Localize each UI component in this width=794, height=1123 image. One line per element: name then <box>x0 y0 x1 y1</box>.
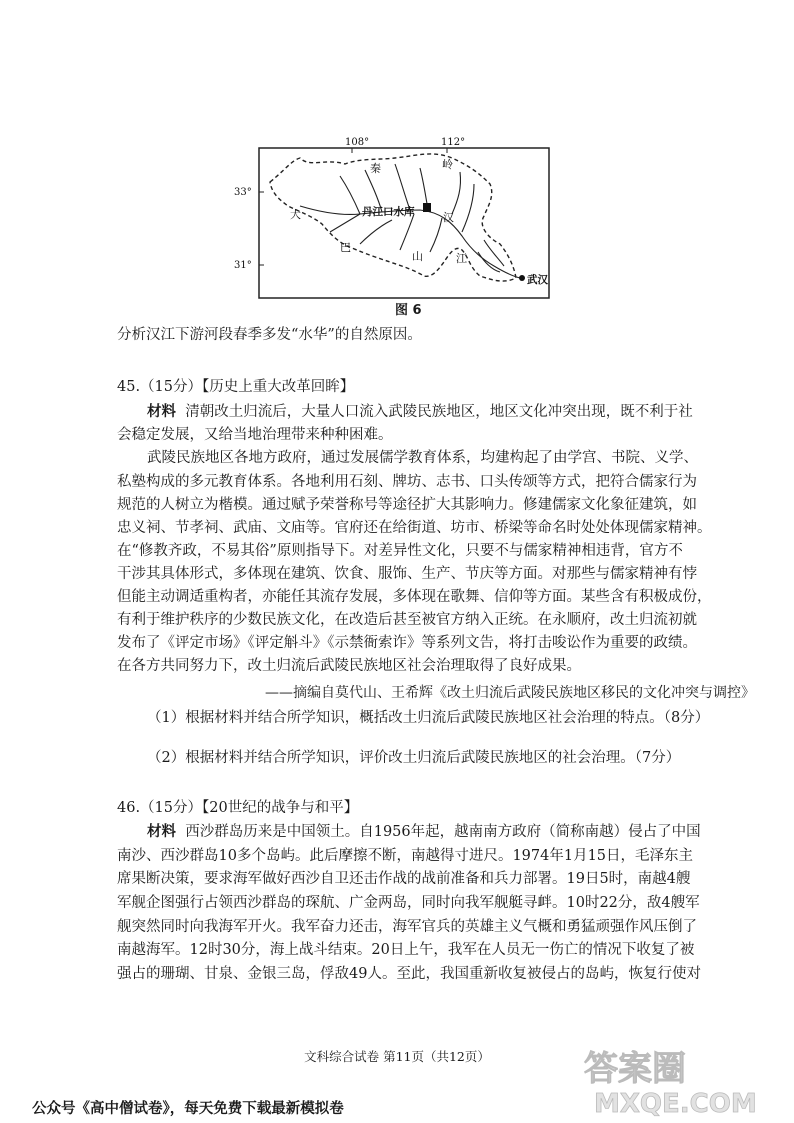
q45-sub-question-2: （2）根据材料并结合所学知识，评价改土归流后武陵民族地区的社会治理。（7分） <box>147 750 681 766</box>
q46-line-6: 南越海军。12时30分，海上战斗结束。20日上午，我军在人员无一伤亡的情况下收复了被 <box>117 942 695 958</box>
map-frame <box>259 148 549 298</box>
q46-line-4: 军舰企图强行占领西沙群岛的琛航、广金两岛，同时向我军舰艇寻衅。10时22分，敌4艘军 <box>117 895 700 911</box>
river-network <box>300 164 520 278</box>
q46-text-1: 西沙群岛历来是中国领土。自1956年起，越南南方政府（简称南越）侵占了中国 <box>185 824 701 840</box>
q45-line-11: 发布了《评定市场》《评定斛斗》《示禁衙索诈》等系列文告，将打击唆讼作为重要的政绩。 <box>117 635 697 651</box>
logo-text: 答案圈 <box>584 1049 686 1089</box>
reservoir-label: 丹江口水库 <box>362 206 415 218</box>
da-label: 大 <box>290 208 301 221</box>
q45-line-3: 武陵民族地区各地方政府，通过发展儒学教育体系，均建构起了由学宫、书院、义学、 <box>147 450 698 466</box>
jiang-label: 江 <box>456 252 467 265</box>
ling-label: 岭 <box>442 158 453 171</box>
q46-line-5: 舰突然同时向我海军开火。我军奋力还击，海军官兵的英雄主义气概和勇猛顽强作风压倒了 <box>117 919 697 935</box>
ba-label: 巴 <box>340 241 351 254</box>
lat-33-label: 33° <box>234 187 252 198</box>
logo-site: MXQE.COM <box>594 1089 757 1117</box>
q46-line-7: 强占的珊瑚、甘泉、金银三岛，俘敌49人。至此，我国重新收复被侵占的岛屿，恢复行使对 <box>117 966 701 982</box>
q46-line-3: 席果断决策，要求海军做好西沙自卫还击作战的战前准备和兵力部署。19日5时，南越4艘 <box>117 871 691 887</box>
lon-112-label: 112° <box>441 137 466 148</box>
lat-31-label: 31° <box>234 260 252 271</box>
promo-footer: 公众号《高中僧试卷》，每天免费下载最新模拟卷 <box>32 1101 344 1117</box>
qin-label: 秦 <box>370 162 381 175</box>
han-river-map <box>230 130 560 320</box>
q45-line-10: 有利于维护秩序的少数民族文化，在改造后甚至被官方纳入正统。在永顺府，改土归流初就 <box>117 612 697 628</box>
q45-material-label: 材料 <box>147 403 176 420</box>
q46-line-2: 南沙、西沙群岛10多个岛屿。此后摩擦不断，南越得寸进尺。1974年1月15日，毛泽东主 <box>117 848 694 864</box>
q45-header: 45.（15分）【历史上重大改革回眸】 <box>117 379 355 395</box>
q45-line-5: 规范的人树立为楷模。通过赋予荣誉称号等途径扩大其影响力。修建儒家文化象征建筑，如 <box>117 497 697 513</box>
q45-attribution: ——摘编自莫代山、王希辉《改土归流后武陵民族地区移民的文化冲突与调控》 <box>265 685 755 701</box>
q45-line-2: 会稳定发展，又给当地治理带来种种困难。 <box>117 427 393 443</box>
figure-caption: 图 6 <box>395 303 422 318</box>
reservoir-marker <box>423 203 431 212</box>
q44-question-tail: 分析汉江下游河段春季多发“水华”的自然原因。 <box>117 327 422 343</box>
q45-text-1: 清朝改土归流后，大量人口流入武陵民族地区，地区文化冲突出现，既不利于社 <box>185 404 693 420</box>
q46-material-label: 材料 <box>147 823 176 840</box>
q45-line-7: 在“修教齐政，不易其俗”原则指导下。对差异性文化，只要不与儒家精神相违背，官方不 <box>117 543 683 559</box>
answer-circle-logo <box>574 1042 764 1117</box>
q45-line-6: 忠义祠、节孝祠、武庙、文庙等。官府还在给街道、坊市、桥梁等命名时处处体现儒家精神。 <box>117 520 712 536</box>
shan-label: 山 <box>412 250 423 263</box>
lon-108-label: 108° <box>345 137 370 148</box>
wuhan-label: 武汉 <box>527 274 548 286</box>
q46-header: 46.（15分）【20世纪的战争与和平】 <box>117 800 359 816</box>
q46-line-1 <box>147 822 717 842</box>
page-footer: 文科综合试卷 第11页（共12页） <box>304 1049 490 1064</box>
q45-line-9: 但能主动调适重构者，亦能任其流存发展，多体现在歌舞、信仰等方面。某些含有积极成份， <box>117 589 712 605</box>
q45-line-4: 私塾构成的多元教育体系。各地利用石刻、牌坊、志书、口头传颂等方式，把符合儒家行为 <box>117 474 697 490</box>
q45-line-12: 在各方共同努力下，改土归流后武陵民族地区社会治理取得了良好成果。 <box>117 658 581 674</box>
q45-line-8: 干涉其具体形式，多体现在建筑、饮食、服饰、生产、节庆等方面。对那些与儒家精神有悖 <box>117 566 697 582</box>
q45-line-1 <box>147 402 693 422</box>
wuhan-dot <box>519 275 525 281</box>
q45-sub-question-1: （1）根据材料并结合所学知识，概括改土归流后武陵民族地区社会治理的特点。（8分） <box>147 710 710 726</box>
han-label: 汉 <box>443 211 454 224</box>
